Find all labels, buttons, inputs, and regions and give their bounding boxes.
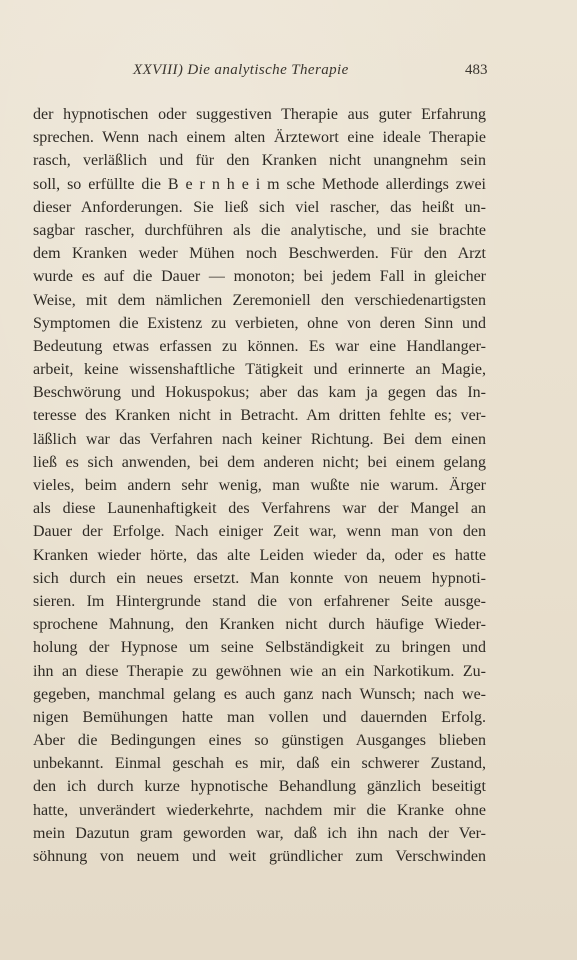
text-line: sich durch ein neues ersetzt. Man konnte von neuem hypnoti-	[33, 569, 486, 587]
text-line: der hypnotischen oder suggestiven Therapie aus guter Erfahrung	[33, 106, 486, 123]
text-line: ihn an diese Therapie zu gewöhnen wie an ein Narkotikum. Zu-	[33, 662, 486, 680]
text-line: ließ es sich anwenden, bei dem anderen nicht; bei einem gelang	[33, 453, 486, 471]
text-line: wurde es auf die Dauer — monoton; bei jedem Fall in gleicher	[33, 268, 486, 286]
text-line: arbeit, keine wissenshaftliche Tätigkeit und erinnerte an Magie,	[33, 361, 486, 379]
text-line: Kranken wieder hörte, das alte Leiden wieder da, oder es hatte	[33, 546, 486, 564]
running-head	[0, 62, 577, 82]
text-line: holung der Hypnose um seine Selbständigkeit zu bringen und	[33, 639, 486, 657]
text-line: gegeben, manchmal gelang es auch ganz nach Wunsch; nach we-	[33, 685, 486, 703]
text-line: unbekannt. Einmal geschah es mir, daß ein schwerer Zustand,	[33, 755, 486, 773]
text-line: sieren. Im Hintergrunde stand die von erfahrener Seite ausge-	[33, 592, 486, 610]
text-line: sagbar rascher, durchführen als die analytische, und sie brachte	[33, 221, 486, 239]
chapter-title: XXVIII) Die analytische Therapie	[133, 62, 349, 78]
text-line: rasch, verläßlich und für den Kranken nicht unangnehm sein	[33, 152, 486, 170]
text-line: dem Kranken weder Mühen noch Beschwerden. Für den Arzt	[33, 245, 486, 263]
text-line: Beschwörung und Hokuspokus; aber das kam ja gegen das In-	[33, 384, 486, 402]
text-line: sprochene Mahnung, den Kranken nicht durch häufige Wieder-	[33, 616, 486, 634]
text-line: mein Dazutun gram geworden war, daß ich ihn nach der Ver-	[33, 824, 486, 842]
text-line: Symptomen die Existenz zu verbieten, ohne von deren Sinn und	[33, 314, 486, 332]
text-line: teresse des Kranken nicht in Betracht. Am dritten fehlte es; ver-	[33, 407, 486, 425]
text-line: hatte, unverändert wiederkehrte, nachdem mir die Kranke ohne	[33, 801, 486, 819]
text-line: läßlich war das Verfahren nach keiner Richtung. Bei dem einen	[33, 430, 486, 448]
text-line: Aber die Bedingungen eines so günstigen Ausganges blieben	[33, 732, 486, 750]
text-line: söhnung von neuem und weit gründlicher zum Verschwinden	[33, 848, 486, 865]
text-line: Bedeutung etwas erfassen zu können. Es war eine Handlanger-	[33, 337, 486, 355]
text-line: vieles, beim andern sehr wenig, man wußte nie warum. Ärger	[33, 477, 486, 494]
text-line: Dauer der Erfolge. Nach einiger Zeit war, wenn man von den	[33, 523, 486, 541]
text-line: nigen Bemühungen hatte man vollen und dauernden Erfolg.	[33, 708, 486, 726]
text-line: dieser Anforderungen. Sie ließ sich viel rascher, das heißt un-	[33, 198, 486, 216]
text-line: sprechen. Wenn nach einem alten Ärztewort eine ideale Therapie	[33, 129, 486, 147]
page-number: 483	[465, 62, 488, 78]
text-line: als diese Launenhaftigkeit des Verfahrens war der Mangel an	[33, 500, 486, 518]
body-text	[33, 103, 486, 868]
text-line: den ich durch kurze hypnotische Behandlung gänzlich beseitigt	[33, 778, 486, 796]
text-line: Weise, mit dem nämlichen Zeremoniell den verschiedenartigsten	[33, 291, 486, 309]
text-line: soll, so erfüllte die B e r n h e i m sche Methode allerdings zwei	[33, 175, 486, 193]
